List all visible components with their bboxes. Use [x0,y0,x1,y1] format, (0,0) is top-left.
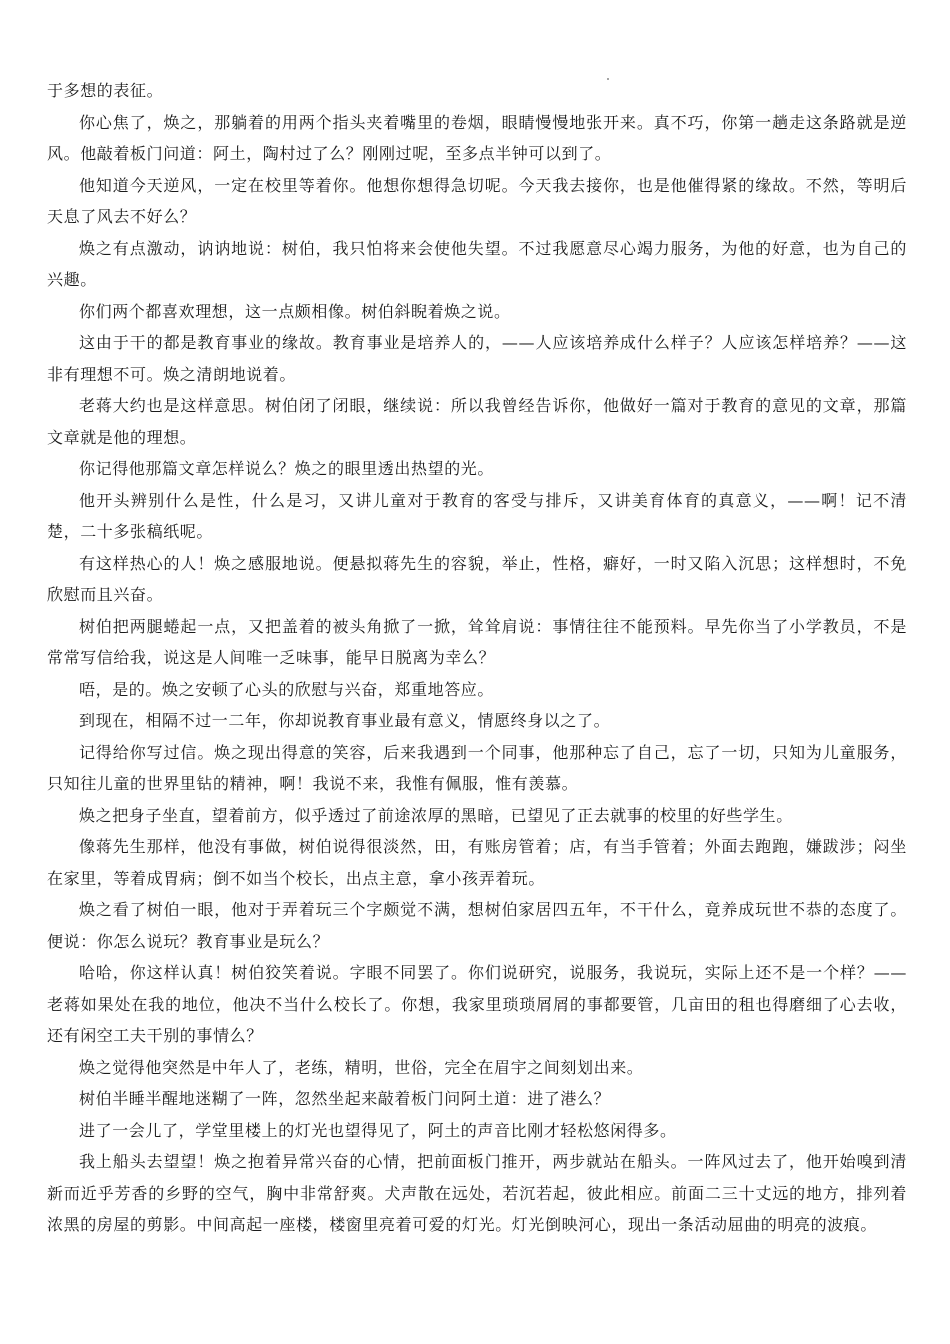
paragraph: 他开头辨别什么是性，什么是习，又讲儿童对于教育的客受与排斥，又讲美育体育的真意义，——啊！记不清楚，二十多张稿纸呢。 [47,490,907,541]
paragraph: 老蒋大约也是这样意思。树伯闭了闭眼，继续说：所以我曾经告诉你，他做好一篇对于教育的意见的文章，那篇文章就是他的理想。 [47,396,907,447]
document-body [47,75,907,1241]
paragraph: 焕之觉得他突然是中年人了，老练，精明，世俗，完全在眉宇之间刻划出来。 [79,1057,644,1077]
paragraph: 有这样热心的人！焕之感服地说。便悬拟蒋先生的容貌，举止，性格，癖好，一时又陷入沉思；这样想时，不免欣慰而且兴奋。 [47,553,907,604]
paragraph: 你们两个都喜欢理想，这一点颇相像。树伯斜睨着焕之说。 [79,301,511,321]
paragraph: 树伯半睡半醒地迷糊了一阵，忽然坐起来敲着板门问阿土道：进了港么？ [79,1089,611,1108]
paragraph: 这由于干的都是教育事业的缘故。教育事业是培养人的，——人应该培养成什么样子？人应该怎样培养？——这非有理想不可。焕之清朗地说着。 [47,333,907,384]
paragraph: 到现在，相隔不过一二年，你却说教育事业最有意义，情愿终身以之了。 [79,711,611,730]
paragraph: 唔，是的。焕之安顿了心头的欣慰与兴奋，郑重地答应。 [79,679,495,699]
paragraph: 于多想的表征。 [47,81,164,100]
paragraph: 焕之看了树伯一眼，他对于弄着玩三个字颇觉不满，想树伯家居四五年，不干什么，竟养成玩世不恭的态度了。便说：你怎么说玩？教育事业是玩么？ [47,900,907,951]
paragraph: 进了一会儿了，学堂里楼上的灯光也望得见了，阿土的声音比刚才轻松悠闲得多。 [79,1120,677,1140]
paragraph: 记得给你写过信。焕之现出得意的笑容，后来我遇到一个同事，他那种忘了自己，忘了一切，只知为儿童服务，只知往儿童的世界里钻的精神，啊！我说不来，我惟有佩服，惟有羡慕。 [47,742,907,793]
paragraph: 焕之把身子坐直，望着前方，似乎透过了前途浓厚的黑暗，已望见了正去就事的校里的好些学生。 [79,805,793,825]
paragraph: 你记得他那篇文章怎样说么？焕之的眼里透出热望的光。 [79,459,495,478]
paragraph: 我上船头去望望！焕之抱着异常兴奋的心情，把前面板门推开，两步就站在船头。一阵风过去了，他开始嗅到清新而近乎芳香的乡野的空气，胸中非常舒爽。犬声散在远处，若沉若起，彼此相应。前面二三十丈远的地方，排列着浓黑的房屋的剪影。中间高起一座楼，楼窗里亮着可爱的灯光。灯光倒映河心，现出一条活动屈曲的明亮的波痕。 [47,1152,907,1234]
paragraph: 他知道今天逆风，一定在校里等着你。他想你想得急切呢。今天我去接你，也是他催得紧的缘故。不然，等明后天息了风去不好么？ [47,175,907,226]
paragraph: 哈哈，你这样认真！树伯狡笑着说。字眼不同罢了。你们说研究，说服务，我说玩，实际上还不是一个样？——老蒋如果处在我的地位，他决不当什么校长了。你想，我家里琐琐屑屑的事都要管，几亩田的租也得磨细了心去收，还有闲空工夫干别的事情么？ [47,963,907,1045]
paragraph: 树伯把两腿蜷起一点，又把盖着的被头角掀了一掀，耸耸肩说：事情往往不能预料。早先你当了小学教员，不是常常写信给我，说这是人间唯一乏味事，能早日脱离为幸么？ [47,616,907,667]
paragraph: 焕之有点激动，讷讷地说：树伯，我只怕将来会使他失望。不过我愿意尽心竭力服务，为他的好意，也为自己的兴趣。 [47,238,907,289]
paragraph: 像蒋先生那样，他没有事做，树伯说得很淡然，田，有账房管着；店，有当手管着；外面去跑跑，嫌跋涉；闷坐在家里，等着成胃病；倒不如当个校长，出点主意，拿小孩弄着玩。 [47,837,907,888]
paragraph: 你心焦了，焕之，那躺着的用两个指头夹着嘴里的卷烟，眼睛慢慢地张开来。真不巧，你第一趟走这条路就是逆风。他敲着板门问道：阿土，陶村过了么？刚刚过呢，至多点半钟可以到了。 [47,112,907,163]
